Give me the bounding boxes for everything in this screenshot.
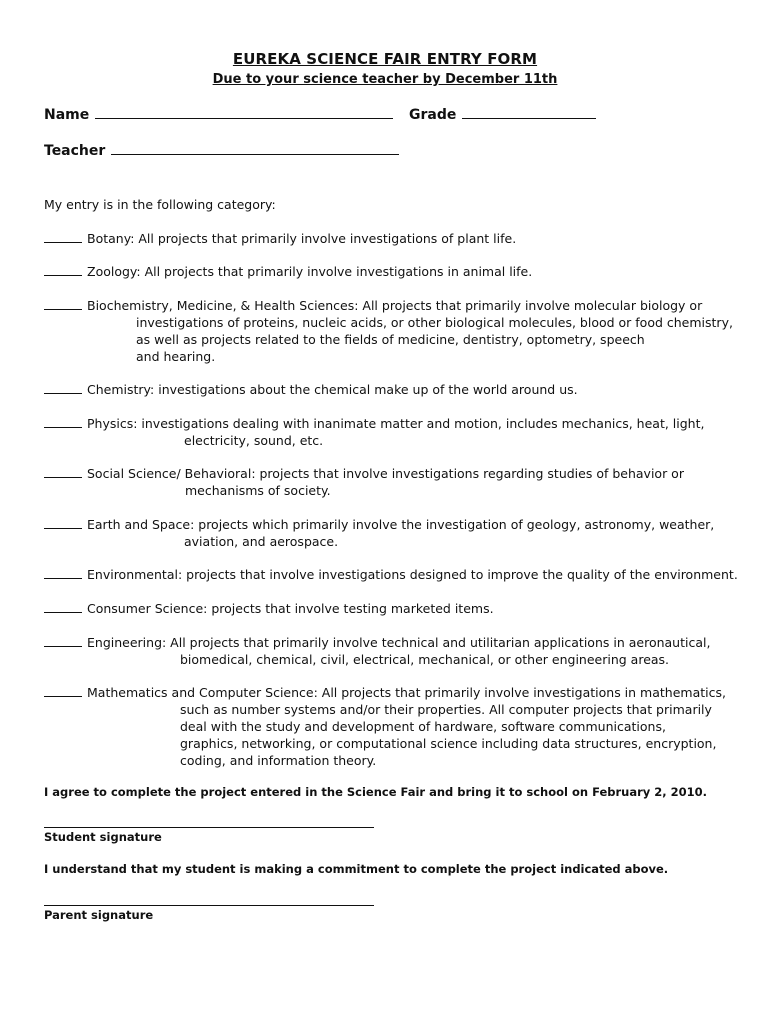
category-checkbox[interactable] (44, 381, 82, 394)
category-text-cont: and hearing. (136, 349, 216, 364)
category-biochemistry (44, 297, 744, 365)
category-text: Mathematics and Computer Science: All projects that primarily involve investigations in mathematics, (87, 685, 726, 700)
category-text: Consumer Science: projects that involve testing marketed items. (87, 601, 494, 616)
category-checkbox[interactable] (44, 516, 82, 529)
category-consumer-science (44, 600, 744, 617)
grade-label: Grade (409, 107, 457, 123)
category-environmental (44, 566, 744, 583)
category-text: Physics: investigations dealing with inanimate matter and motion, includes mechanics, heat, light, (87, 416, 705, 431)
name-grade-row (44, 106, 596, 123)
form-title: EUREKA SCIENCE FAIR ENTRY FORM (232, 50, 538, 68)
teacher-label: Teacher (44, 143, 106, 159)
category-text-cont: graphics, networking, or computational science including data structures, encryption, (180, 736, 717, 751)
category-text: Environmental: projects that involve investigations designed to improve the quality of the environment. (87, 567, 738, 582)
student-signature-label: Student signature (44, 830, 162, 844)
category-checkbox[interactable] (44, 230, 82, 243)
category-text-cont: coding, and information theory. (180, 753, 377, 768)
category-text-cont: mechanisms of society. (185, 483, 331, 498)
grade-field[interactable] (462, 106, 596, 119)
category-checkbox[interactable] (44, 263, 82, 276)
name-field[interactable] (95, 106, 393, 119)
name-label: Name (44, 107, 90, 123)
category-checkbox[interactable] (44, 465, 82, 478)
category-text: Biochemistry, Medicine, & Health Sciences: All projects that primarily involve molecular biology or (87, 298, 703, 313)
category-botany (44, 230, 744, 247)
category-checkbox[interactable] (44, 600, 82, 613)
category-checkbox[interactable] (44, 415, 82, 428)
category-text-cont: electricity, sound, etc. (184, 433, 324, 448)
category-math-computer (44, 684, 744, 769)
category-text: Earth and Space: projects which primarily involve the investigation of geology, astronomy, weather, (87, 517, 715, 532)
category-physics (44, 415, 744, 449)
category-text-cont: investigations of proteins, nucleic acids, or other biological molecules, blood or food chemistry, (136, 315, 733, 330)
category-text-cont: such as number systems and/or their properties. All computer projects that primarily (180, 702, 712, 717)
student-agreement: I agree to complete the project entered in the Science Fair and bring it to school on February 2, 2010. (44, 785, 708, 799)
form-due-date: Due to your science teacher by December 11th (212, 72, 558, 87)
category-text: Chemistry: investigations about the chemical make up of the world around us. (87, 382, 578, 397)
category-checkbox[interactable] (44, 297, 82, 310)
student-signature-line[interactable] (44, 826, 374, 828)
category-text-cont: biomedical, chemical, civil, electrical, mechanical, or other engineering areas. (180, 652, 670, 667)
category-text: Botany: All projects that primarily involve investigations of plant life. (87, 231, 517, 246)
category-checkbox[interactable] (44, 566, 82, 579)
category-text: Engineering: All projects that primarily involve technical and utilitarian applications in aeronautical, (87, 635, 711, 650)
category-text: Social Science/ Behavioral: projects that involve investigations regarding studies of behavior or (87, 466, 684, 481)
category-text: Zoology: All projects that primarily involve investigations in animal life. (87, 264, 533, 279)
category-checkbox[interactable] (44, 684, 82, 697)
category-engineering (44, 634, 744, 668)
category-text-cont: as well as projects related to the fields of medicine, dentistry, optometry, speech (136, 332, 645, 347)
parent-agreement: I understand that my student is making a commitment to complete the project indicated above. (44, 862, 669, 876)
category-text-cont: deal with the study and development of hardware, software communications, (180, 719, 666, 734)
category-earth-space (44, 516, 744, 550)
category-zoology (44, 263, 744, 280)
category-intro: My entry is in the following category: (44, 197, 276, 212)
category-checkbox[interactable] (44, 634, 82, 647)
category-social-science (44, 465, 744, 499)
category-text-cont: aviation, and aerospace. (184, 534, 339, 549)
parent-signature-label: Parent signature (44, 908, 154, 922)
teacher-row (44, 142, 399, 159)
category-chemistry (44, 381, 744, 398)
parent-signature-line[interactable] (44, 904, 374, 906)
teacher-field[interactable] (111, 142, 399, 155)
